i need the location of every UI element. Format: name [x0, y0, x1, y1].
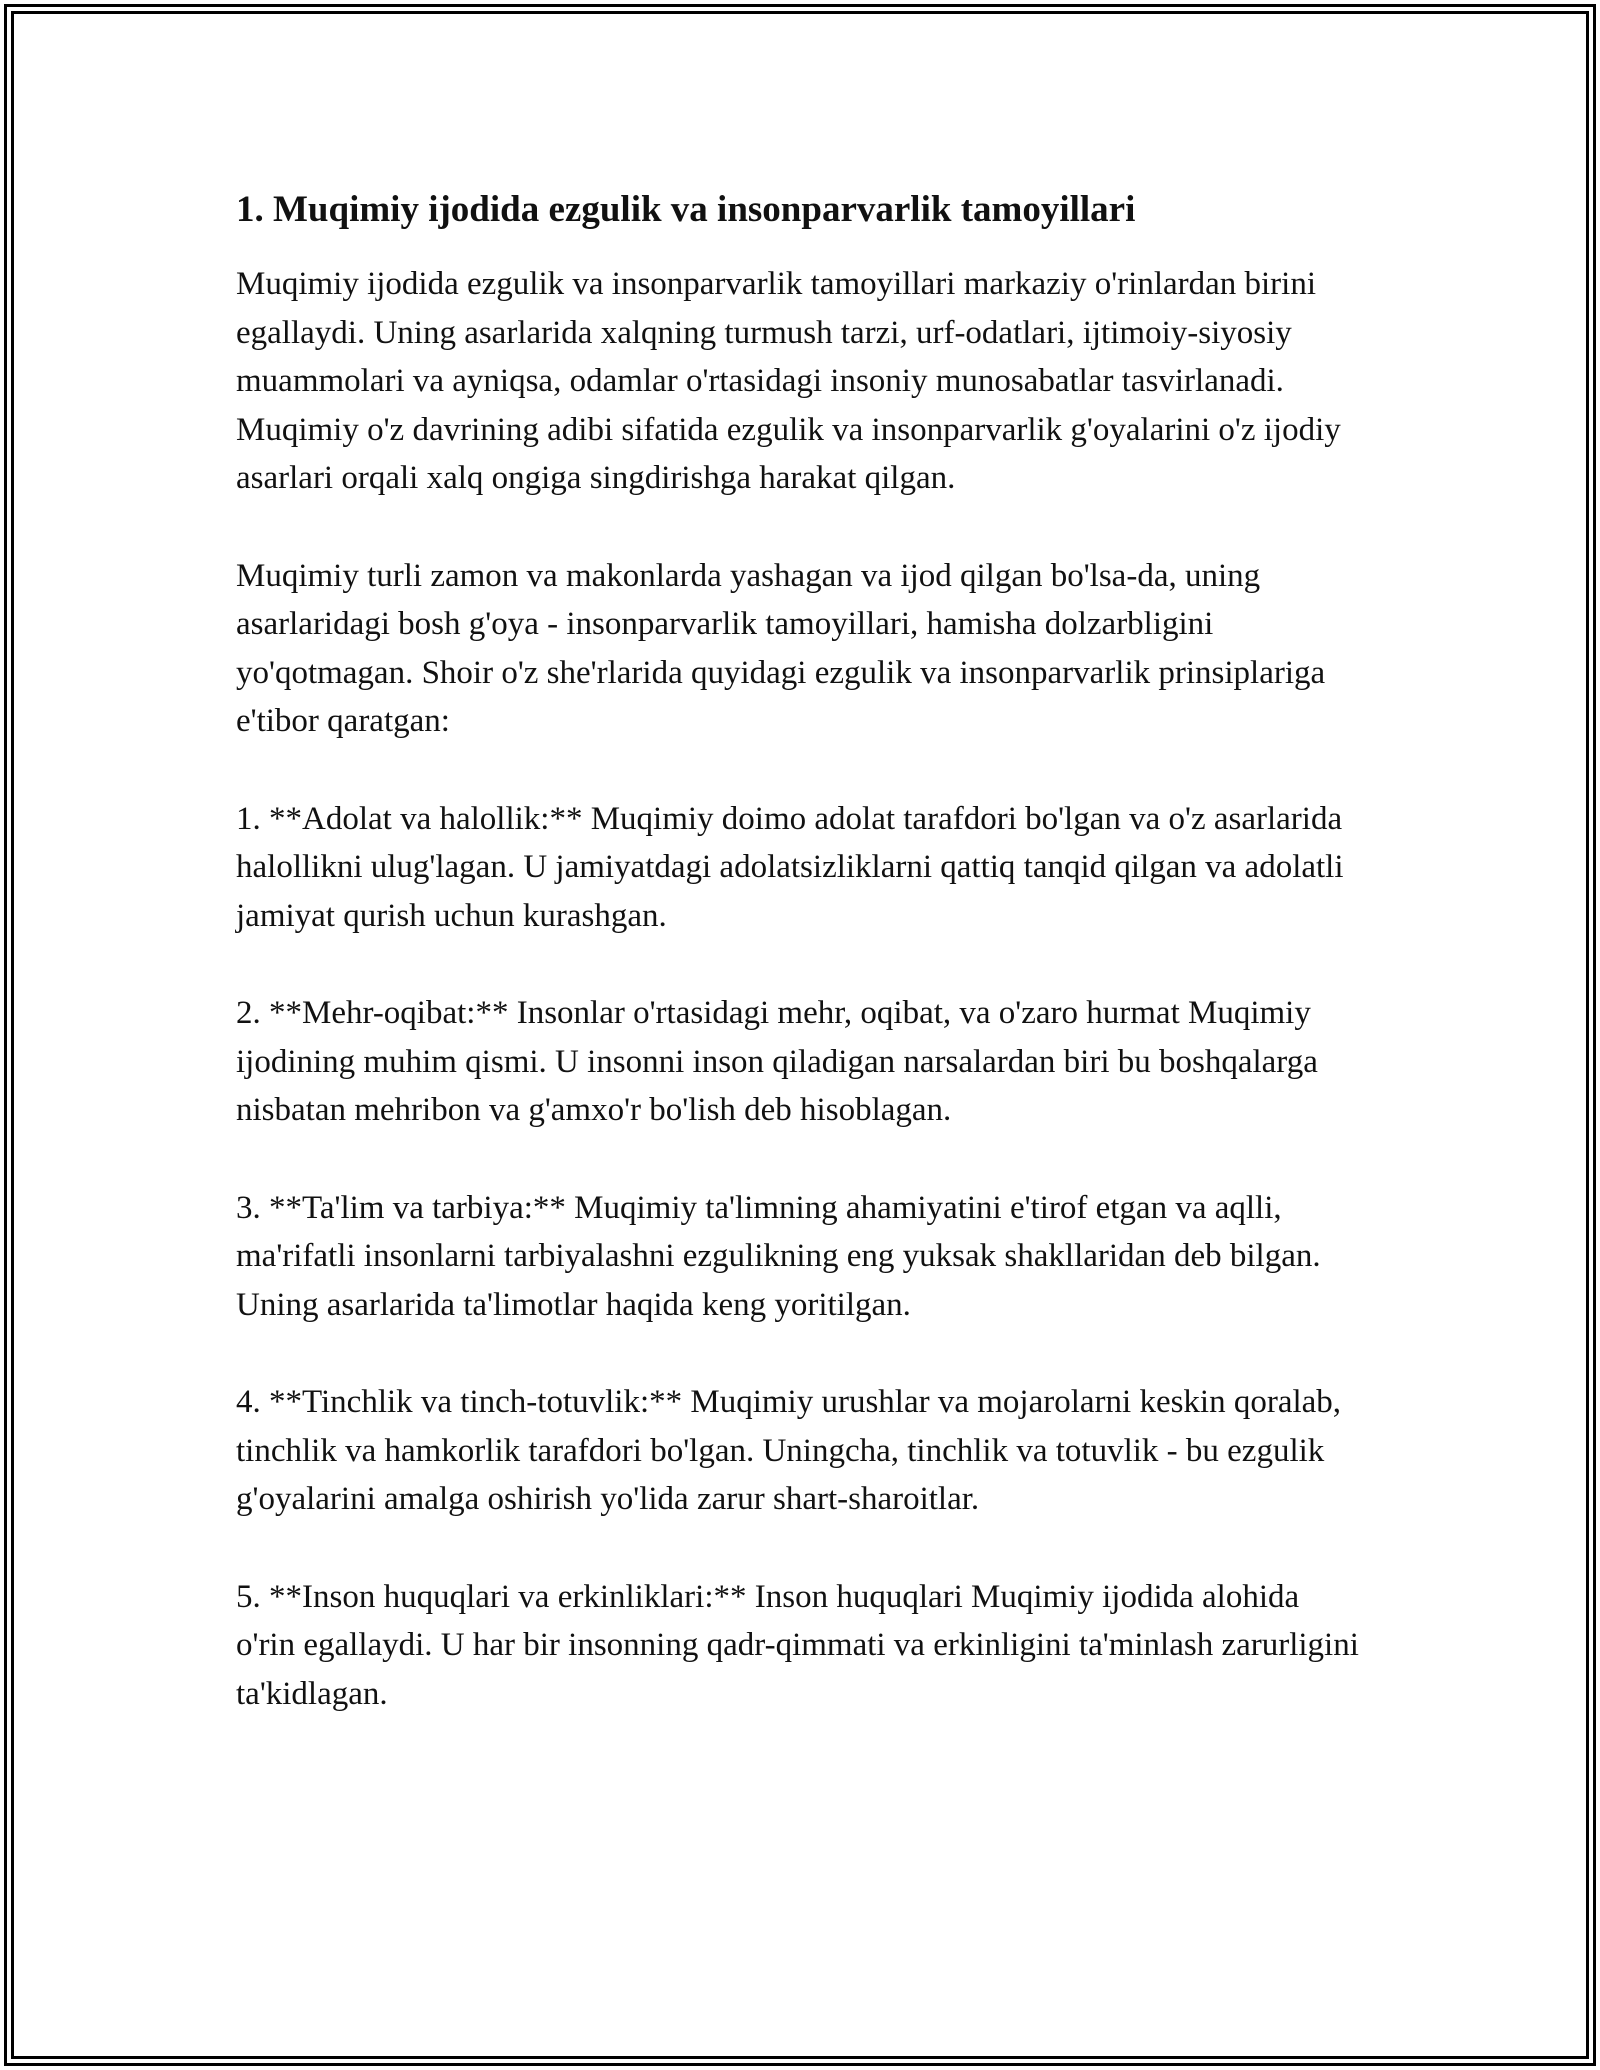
paragraph-principles-lead: Muqimiy turli zamon va makonlarda yashagan va ijod qilgan bo'lsa-da, uning asarlaridagi bosh g'oya - insonparvarlik tamoyillari, hamisha dolzarbligini yo'qotmagan. Shoir o'z she'rlarida quyidagi ezgulik va insonparvarlik prinsiplariga e'tibor qaratgan:	[236, 557, 1326, 740]
list-item-peace: 4. **Tinchlik va tinch-totuvlik:** Muqimiy urushlar va mojarolarni keskin qoralab, tinchlik va hamkorlik tarafdori bo'lgan. Uningcha, tinchlik va totuvlik - bu ezgulik g'oyalarini amalga oshirish yo'lida zarur shart-sharoitlar.	[236, 1384, 1342, 1518]
section-heading: 1. Muqimiy ijodida ezgulik va insonparvarlik tamoyillari	[236, 189, 1136, 230]
document-body	[236, 186, 1366, 1718]
list-item-education: 3. **Ta'lim va tarbiya:** Muqimiy ta'limning ahamiyatini e'tirof etgan va aqlli, ma'rifatli insonlarni tarbiyalashni ezgulikning eng yuksak shakllaridan deb bilgan. Uning asarlarida ta'limotlar haqida keng yoritilgan.	[236, 1189, 1321, 1323]
list-item-justice: 1. **Adolat va halollik:** Muqimiy doimo adolat tarafdori bo'lgan va o'z asarlarida halollikni ulug'lagan. U jamiyatdagi adolatsizliklarni qattiq tanqid qilgan va adolatli jamiyat qurish uchun kurashgan.	[236, 800, 1344, 934]
paragraph-intro: Muqimiy ijodida ezgulik va insonparvarlik tamoyillari markaziy o'rinlardan birini egallaydi. Uning asarlarida xalqning turmush tarzi, urf-odatlari, ijtimoiy-siyosiy muammolari va ayniqsa, odamlar o'rtasidagi insoniy munosabatlar tasvirlanadi. Muqimiy o'z davrining adibi sifatida ezgulik va insonparvarlik g'oyalarini o'z ijodiy asarlari orqali xalq ongiga singdirishga harakat qilgan.	[236, 266, 1341, 497]
list-item-human-rights: 5. **Inson huquqlari va erkinliklari:** Inson huquqlari Muqimiy ijodida alohida o'rin egallaydi. U har bir insonning qadr-qimmati va erkinligini ta'minlash zarurligini ta'kidlagan.	[236, 1578, 1359, 1712]
list-item-kindness: 2. **Mehr-oqibat:** Insonlar o'rtasidagi mehr, oqibat, va o'zaro hurmat Muqimiy ijodining muhim qismi. U insonni inson qiladigan narsalardan biri bu boshqalarga nisbatan mehribon va g'amxo'r bo'lish deb hisoblagan.	[236, 995, 1318, 1129]
